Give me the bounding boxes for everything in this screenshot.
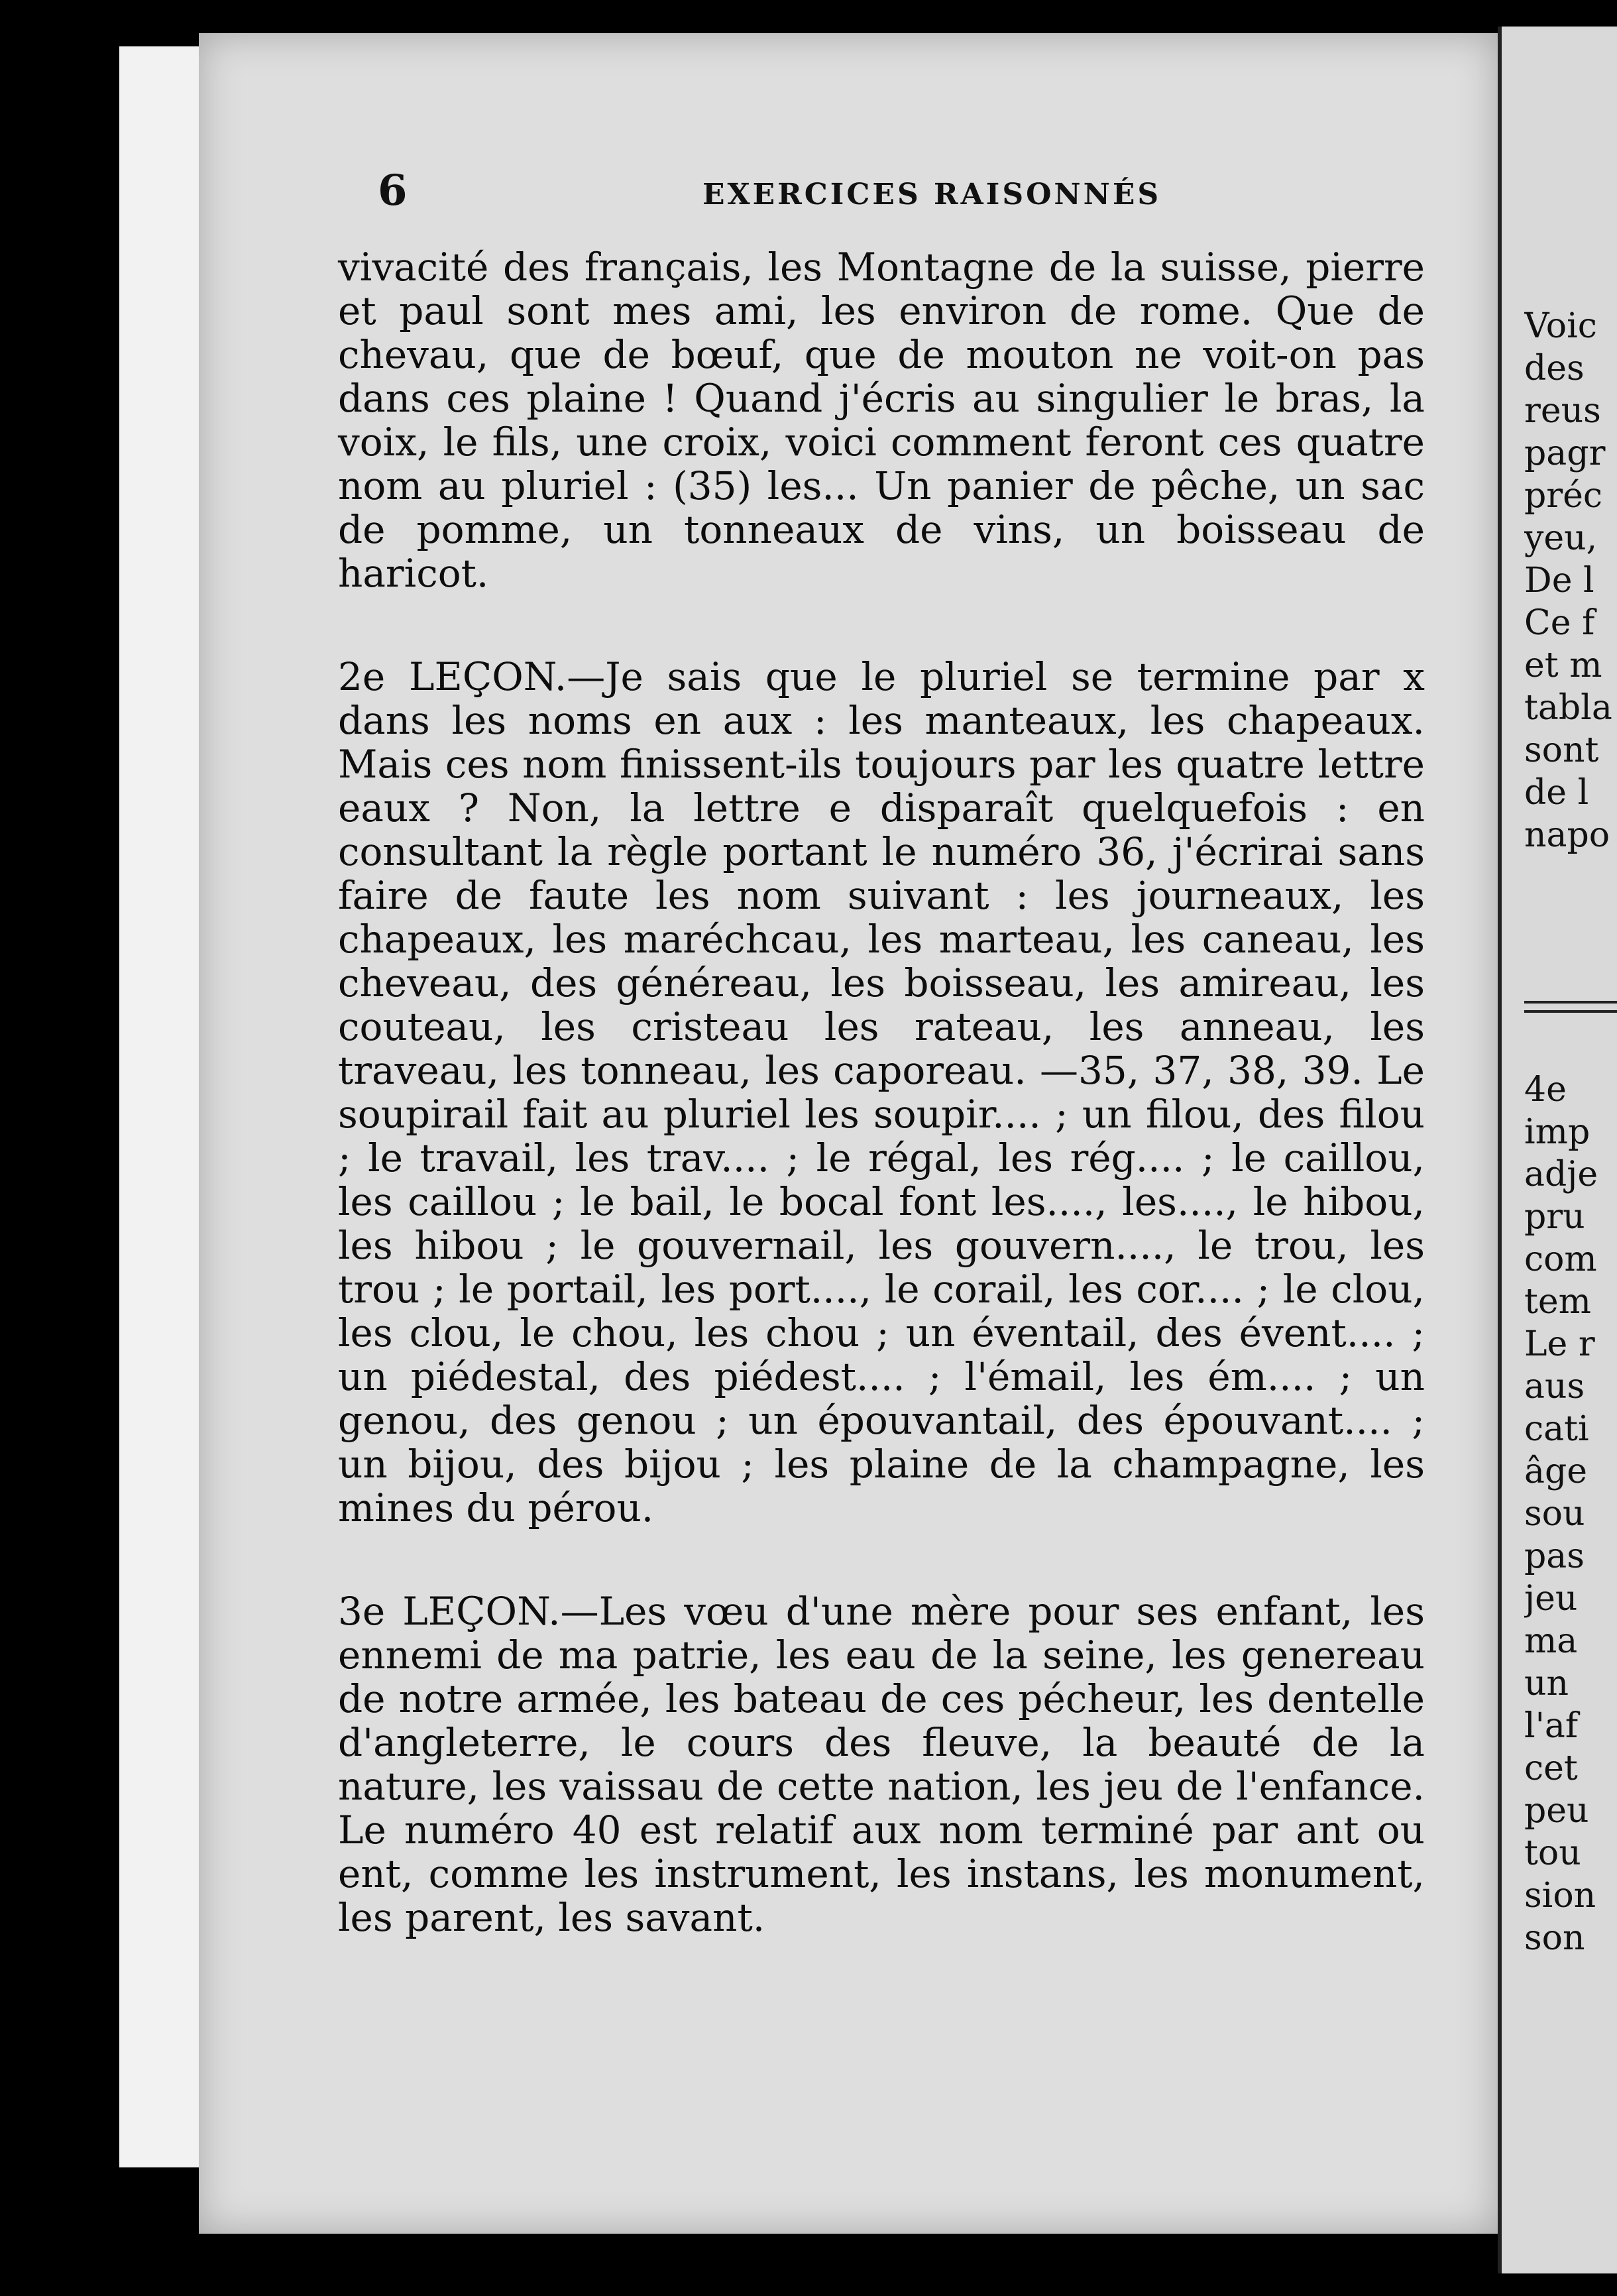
- fragment: et m: [1524, 646, 1602, 685]
- fragment: adje: [1524, 1155, 1598, 1194]
- fragment: De l: [1524, 561, 1594, 601]
- fragment: cet: [1524, 1749, 1578, 1788]
- fragment: jeu: [1524, 1579, 1578, 1619]
- fragment: son: [1524, 1918, 1585, 1958]
- fragment: l'af: [1524, 1706, 1579, 1746]
- paragraph-text: —Je sais que le pluriel se termine par x dans les noms en aux : les manteaux, les chapeaux. Mais ces nom finissent-ils toujours par les quatre lettre eaux ? Non, la lettre e disparaît quelquefois : en consultant la règle portant le numéro 36, j'écrirai sans faire de faute les nom suivant : les journeaux, les chapeaux, les maréchcau, les marteau, les caneau, les cheveau, des généreau, les boisseau, les amireau, les couteau, les cristeau les rateau, les anneau, les traveau, les tonneau, les caporeau. —35, 37, 38, 39. Le soupirail fait au pluriel les soupir.... ; un filou, des filou ; le travail, les trav.... ; le régal, les rég.... ; le caillou, les caillou ; le bail, le bocal font les...., les...., le hibou, les hibou ; le gouvernail, les gouvern...., le trou, les trou ; le portail, les port...., le corail, les cor.... ; le clou, les clou, le chou, les chou ; un éventail, des évent.... ; un piédestal, des piédest.... ; l'émail, les ém.... ; un genou, des genou ; un épouvantail, des épouvant.... ; un bijou, des bijou ; les plaine de la champagne, les mines du pérou.: [338, 654, 1425, 1530]
- paragraph-text: vivacité des français, les Montagne de la suisse, pierre et paul sont mes ami, les environ de rome. Que de chevau, que de bœuf, que de mouton ne voit-on pas dans ces plaine ! Quand j'écris au singulier le bras, la voix, le fils, une croix, voici comment feront ces quatre nom au pluriel : (35) les... Un panier de pêche, un sac de pomme, un tonneaux de vins, un boisseau de haricot.: [338, 245, 1425, 596]
- facing-page-text: [1524, 305, 1617, 1959]
- fragment: des: [1524, 349, 1585, 388]
- fragment: Le r: [1524, 1324, 1595, 1364]
- fragment: préc: [1524, 476, 1603, 516]
- page-number: 6: [378, 166, 408, 215]
- fragment: un: [1524, 1664, 1569, 1703]
- fragment: âge: [1524, 1452, 1588, 1491]
- main-text: [338, 245, 1425, 1939]
- fragment: sion: [1524, 1876, 1596, 1916]
- paragraph-label: 3e LEÇON.: [338, 1589, 561, 1634]
- fragment: napo: [1524, 815, 1610, 855]
- fragment: yeu,: [1524, 518, 1598, 558]
- fragment: cati: [1524, 1409, 1589, 1449]
- paragraph-text: —Les vœu d'une mère pour ses enfant, les ennemi de ma patrie, les eau de la seine, les genereau de notre armée, les bateau de ces pécheur, les dentelle d'angleterre, le cours des fleuve, la beauté de la nature, les vaissau de cette nation, les jeu de l'enfance. Le numéro 40 est relatif aux nom terminé par ant ou ent, comme les instrument, les instans, les monument, les parent, les savant.: [338, 1589, 1425, 1940]
- paragraph-intro: [338, 245, 1425, 595]
- fragment: reus: [1524, 391, 1601, 431]
- fragment: Voic: [1524, 306, 1597, 346]
- fragment: tabla: [1524, 688, 1612, 728]
- fragment: pru: [1524, 1197, 1585, 1237]
- fragment: pagr: [1524, 433, 1606, 473]
- fragment: Ce f: [1524, 603, 1595, 643]
- scan-edge: [119, 46, 212, 2167]
- fragment: tou: [1524, 1833, 1581, 1873]
- fragment: 4e: [1524, 1070, 1567, 1110]
- fragment: ma: [1524, 1621, 1578, 1661]
- fragment: sou: [1524, 1494, 1585, 1534]
- running-title: EXERCICES RAISONNÉS: [702, 178, 1162, 211]
- double-rule-divider: [1524, 1001, 1617, 1013]
- fragment: aus: [1524, 1367, 1585, 1406]
- fragment: sont: [1524, 730, 1599, 770]
- fragment: com: [1524, 1239, 1597, 1279]
- paragraph-label: 2e LEÇON.: [338, 654, 567, 699]
- page-header: [378, 166, 1438, 219]
- paragraph-lecon-2: [338, 655, 1425, 1530]
- fragment: peu: [1524, 1791, 1589, 1831]
- fragment: pas: [1524, 1536, 1585, 1576]
- fragment: de l: [1524, 773, 1589, 813]
- fragment: imp: [1524, 1112, 1590, 1152]
- fragment: tem: [1524, 1282, 1591, 1322]
- paragraph-lecon-3: [338, 1589, 1425, 1939]
